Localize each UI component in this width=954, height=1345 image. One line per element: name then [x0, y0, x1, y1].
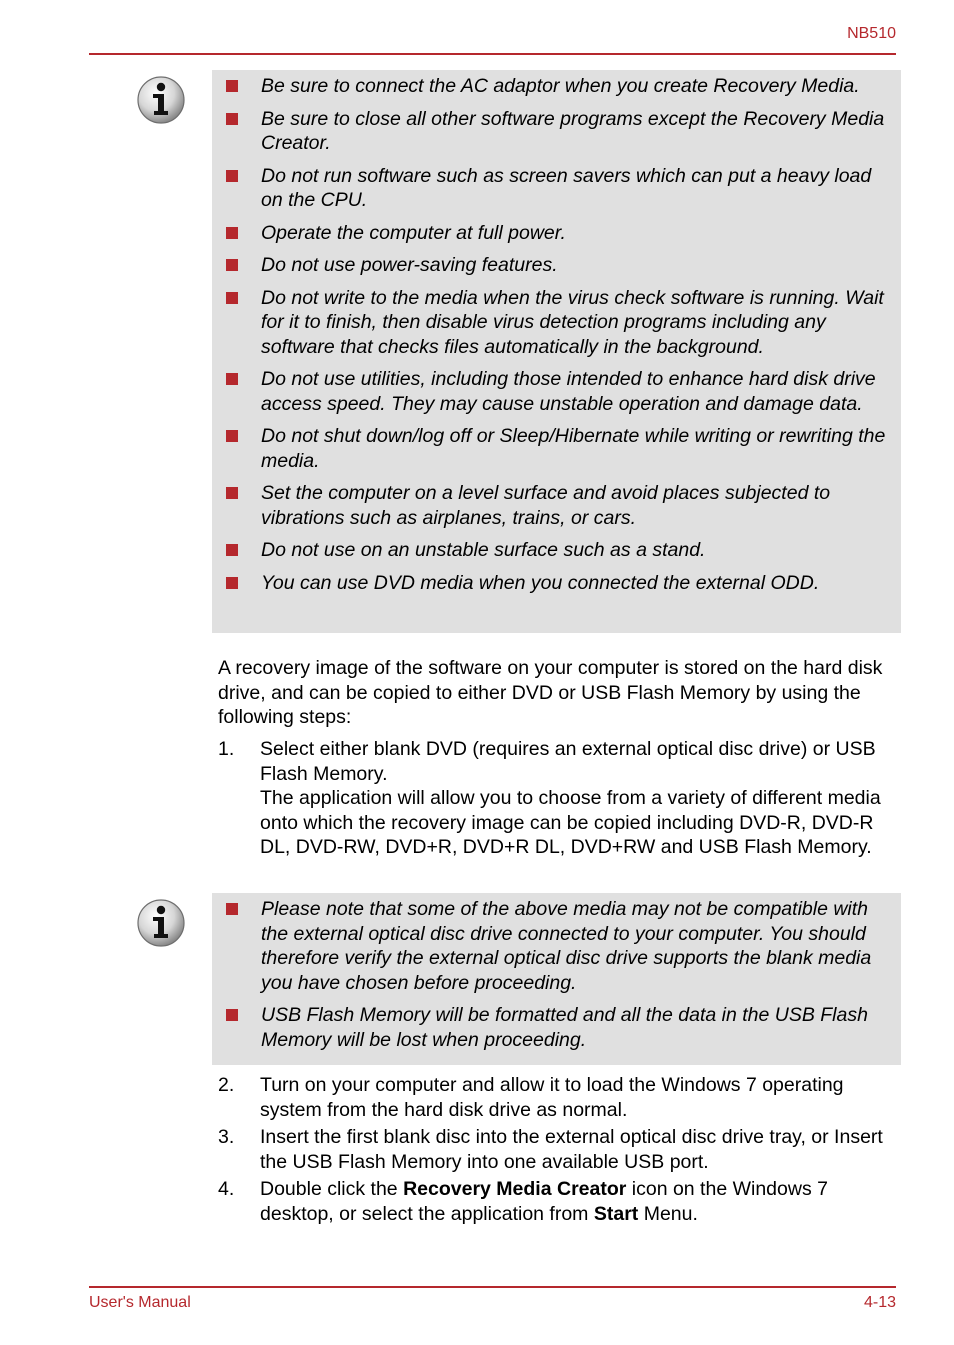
note-item: Do not use power-saving features.	[220, 253, 895, 278]
step-2	[218, 1073, 898, 1122]
note-item: Be sure to close all other software programs except the Recovery Media Creator.	[220, 107, 895, 156]
bullet-square-icon	[226, 487, 238, 499]
bullet-square-icon	[226, 259, 238, 271]
step-number: 2.	[218, 1074, 235, 1096]
bullet-square-icon	[226, 227, 238, 239]
note-item: Do not run software such as screen savers which can put a heavy load on the CPU.	[220, 164, 895, 213]
note-item: Do not write to the media when the virus check software is running. Wait for it to finish, then disable virus detection programs including any software that checks files automatically in the background.	[220, 286, 895, 360]
step-text: Select either blank DVD (requires an external optical disc drive) or USB Flash Memory.	[260, 738, 876, 785]
recovery-media-creator-term: Recovery Media Creator	[403, 1178, 627, 1200]
bullet-square-icon	[226, 1009, 238, 1021]
note-item: Be sure to connect the AC adaptor when you create Recovery Media.	[220, 74, 895, 99]
bullet-square-icon	[226, 373, 238, 385]
info-icon	[136, 75, 186, 125]
footer-manual-title: User's Manual	[89, 1294, 191, 1311]
step-4	[218, 1177, 898, 1226]
note-item: USB Flash Memory will be formatted and all the data in the USB Flash Memory will be lost when proceeding.	[220, 1003, 895, 1052]
note-item: You can use DVD media when you connected the external ODD.	[220, 571, 895, 596]
note-item: Do not use utilities, including those intended to enhance hard disk drive access speed. They may cause unstable operation and damage data.	[220, 367, 895, 416]
intro-paragraph: A recovery image of the software on your computer is stored on the hard disk drive, and can be copied to either DVD or USB Flash Memory by using the following steps:	[218, 657, 883, 728]
note-item: Operate the computer at full power.	[220, 221, 895, 246]
step-text: Insert the first blank disc into the external optical disc drive tray, or Insert the USB Flash Memory into one available USB port.	[260, 1126, 883, 1173]
info-icon	[136, 898, 186, 948]
steps-list-2	[218, 1073, 898, 1229]
step-number: 3.	[218, 1126, 235, 1148]
step-text: Double click the Recovery Media Creator icon on the Windows 7 desktop, or select the application from Start Menu.	[260, 1178, 828, 1225]
note-item: Please note that some of the above media may not be compatible with the external optical disc drive connected to your computer. You should therefore verify the external optical disc drive supports the blank media you have chosen before proceeding.	[220, 897, 895, 995]
note-item: Set the computer on a level surface and avoid places subjected to vibrations such as airplanes, trains, or cars.	[220, 481, 895, 530]
footer-page-number: 4-13	[863, 1294, 896, 1311]
bullet-square-icon	[226, 80, 238, 92]
step-number: 4.	[218, 1178, 235, 1200]
step-3	[218, 1125, 898, 1174]
note-item: Do not use on an unstable surface such as a stand.	[220, 538, 895, 563]
header-rule	[89, 53, 896, 55]
note-box-2	[212, 893, 901, 1065]
footer-rule	[89, 1286, 896, 1288]
note-box-1	[212, 70, 901, 633]
step-detail: The application will allow you to choose from a variety of different media onto which the recovery image can be copied including DVD-R, DVD-R DL, DVD-RW, DVD+R, DVD+R DL, DVD+RW and USB Flash Memory.	[260, 787, 881, 858]
bullet-square-icon	[226, 903, 238, 915]
step-1	[218, 737, 898, 860]
steps-list-1	[218, 737, 898, 863]
step-text: Turn on your computer and allow it to load the Windows 7 operating system from the hard disk drive as normal.	[260, 1074, 844, 1121]
bullet-square-icon	[226, 430, 238, 442]
bullet-square-icon	[226, 292, 238, 304]
step-number: 1.	[218, 738, 235, 760]
bullet-square-icon	[226, 113, 238, 125]
note-item: Do not shut down/log off or Sleep/Hibernate while writing or rewriting the media.	[220, 424, 895, 473]
bullet-square-icon	[226, 577, 238, 589]
header-model: NB510	[847, 25, 896, 42]
bullet-square-icon	[226, 544, 238, 556]
start-term: Start	[593, 1202, 639, 1225]
bullet-square-icon	[226, 170, 238, 182]
